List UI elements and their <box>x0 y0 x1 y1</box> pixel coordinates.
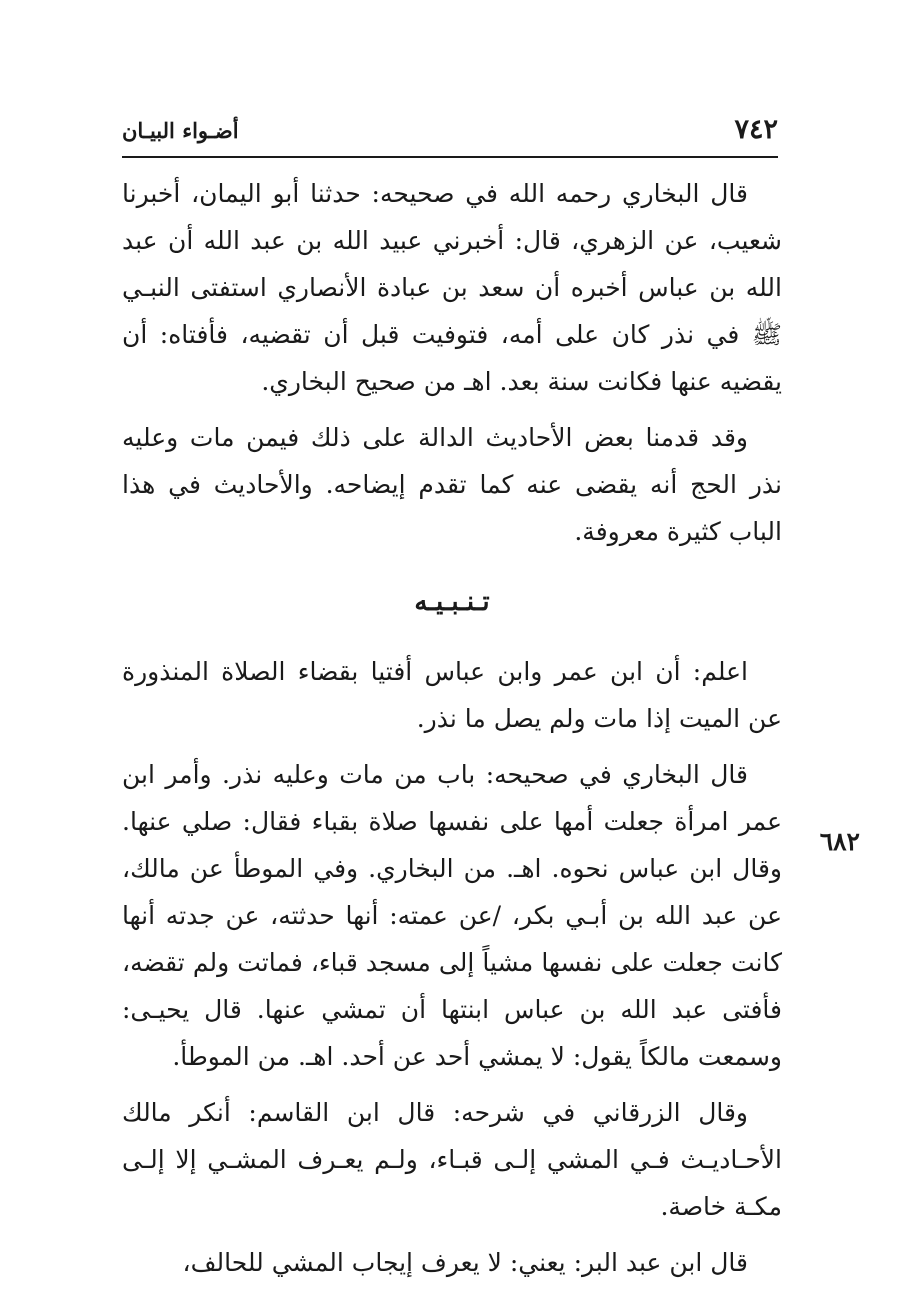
running-title: أضـواء البيـان <box>122 118 239 143</box>
body-text <box>122 170 782 1295</box>
paragraph: قال البخاري رحمه الله في صحيحه: حدثنا أبو اليمان، أخبرنا شعيب، عن الزهري، قال: أخبرني عبيد الله بن عبد الله أن عبد الله بن عباس أخبره أن سعد بن عبادة الأنصاري استفتى النبـي ﷺ في نذر كان على أمه، فتوفيت قبل أن تقضيه، فأفتاه: أن يقضيه عنها فكانت سنة بعد. اهـ من صحيح البخاري. <box>122 179 782 396</box>
paragraph: قال البخاري في صحيحه: باب من مات وعليه نذر. وأمر ابن عمر امرأة جعلت أمها على نفسها صلاة بقباء فقال: صلي عنها. وقال ابن عباس نحوه. اهـ. من البخاري. وفي الموطأ عن مالك، عن عبد الله بن أبـي بكر، /عن عمته: أنها حدثته، عن جدته أنها كانت جعلت على نفسها مشياً إلى مسجد قباء، فماتت ولم تقضه، فأفتى عبد الله بن عباس ابنتها أن تمشي عنها. قال يحيـى: وسمعت مالكاً يقول: لا يمشي أحد عن أحد. اهـ. من الموطأ. <box>122 760 782 1071</box>
section-heading: تـنـبـيـه <box>414 587 490 617</box>
margin-page-reference: ٦٨٢ <box>819 827 860 856</box>
paragraph: وقال الزرقاني في شرحه: قال ابن القاسم: أنكر مالك الأحـاديـث فـي المشي إلـى قبـاء، ولـم يعـرف المشـي إلا إلـى مكـة خاصة. <box>122 1098 782 1221</box>
paragraph: قال ابن عبد البر: يعني: لا يعرف إيجاب المشي للحالف، <box>182 1248 748 1277</box>
page-header <box>122 112 778 158</box>
paragraph: وقد قدمنا بعض الأحاديث الدالة على ذلك فيمن مات وعليه نذر الحج أنه يقضى عنه كما تقدم إيضاحه. والأحاديث في هذا الباب كثيرة معروفة. <box>122 423 782 546</box>
paragraph: اعلم: أن ابن عمر وابن عباس أفتيا بقضاء الصلاة المنذورة عن الميت إذا مات ولم يصل ما نذر. <box>122 657 782 733</box>
page-number: ٧٤٢ <box>734 114 778 145</box>
